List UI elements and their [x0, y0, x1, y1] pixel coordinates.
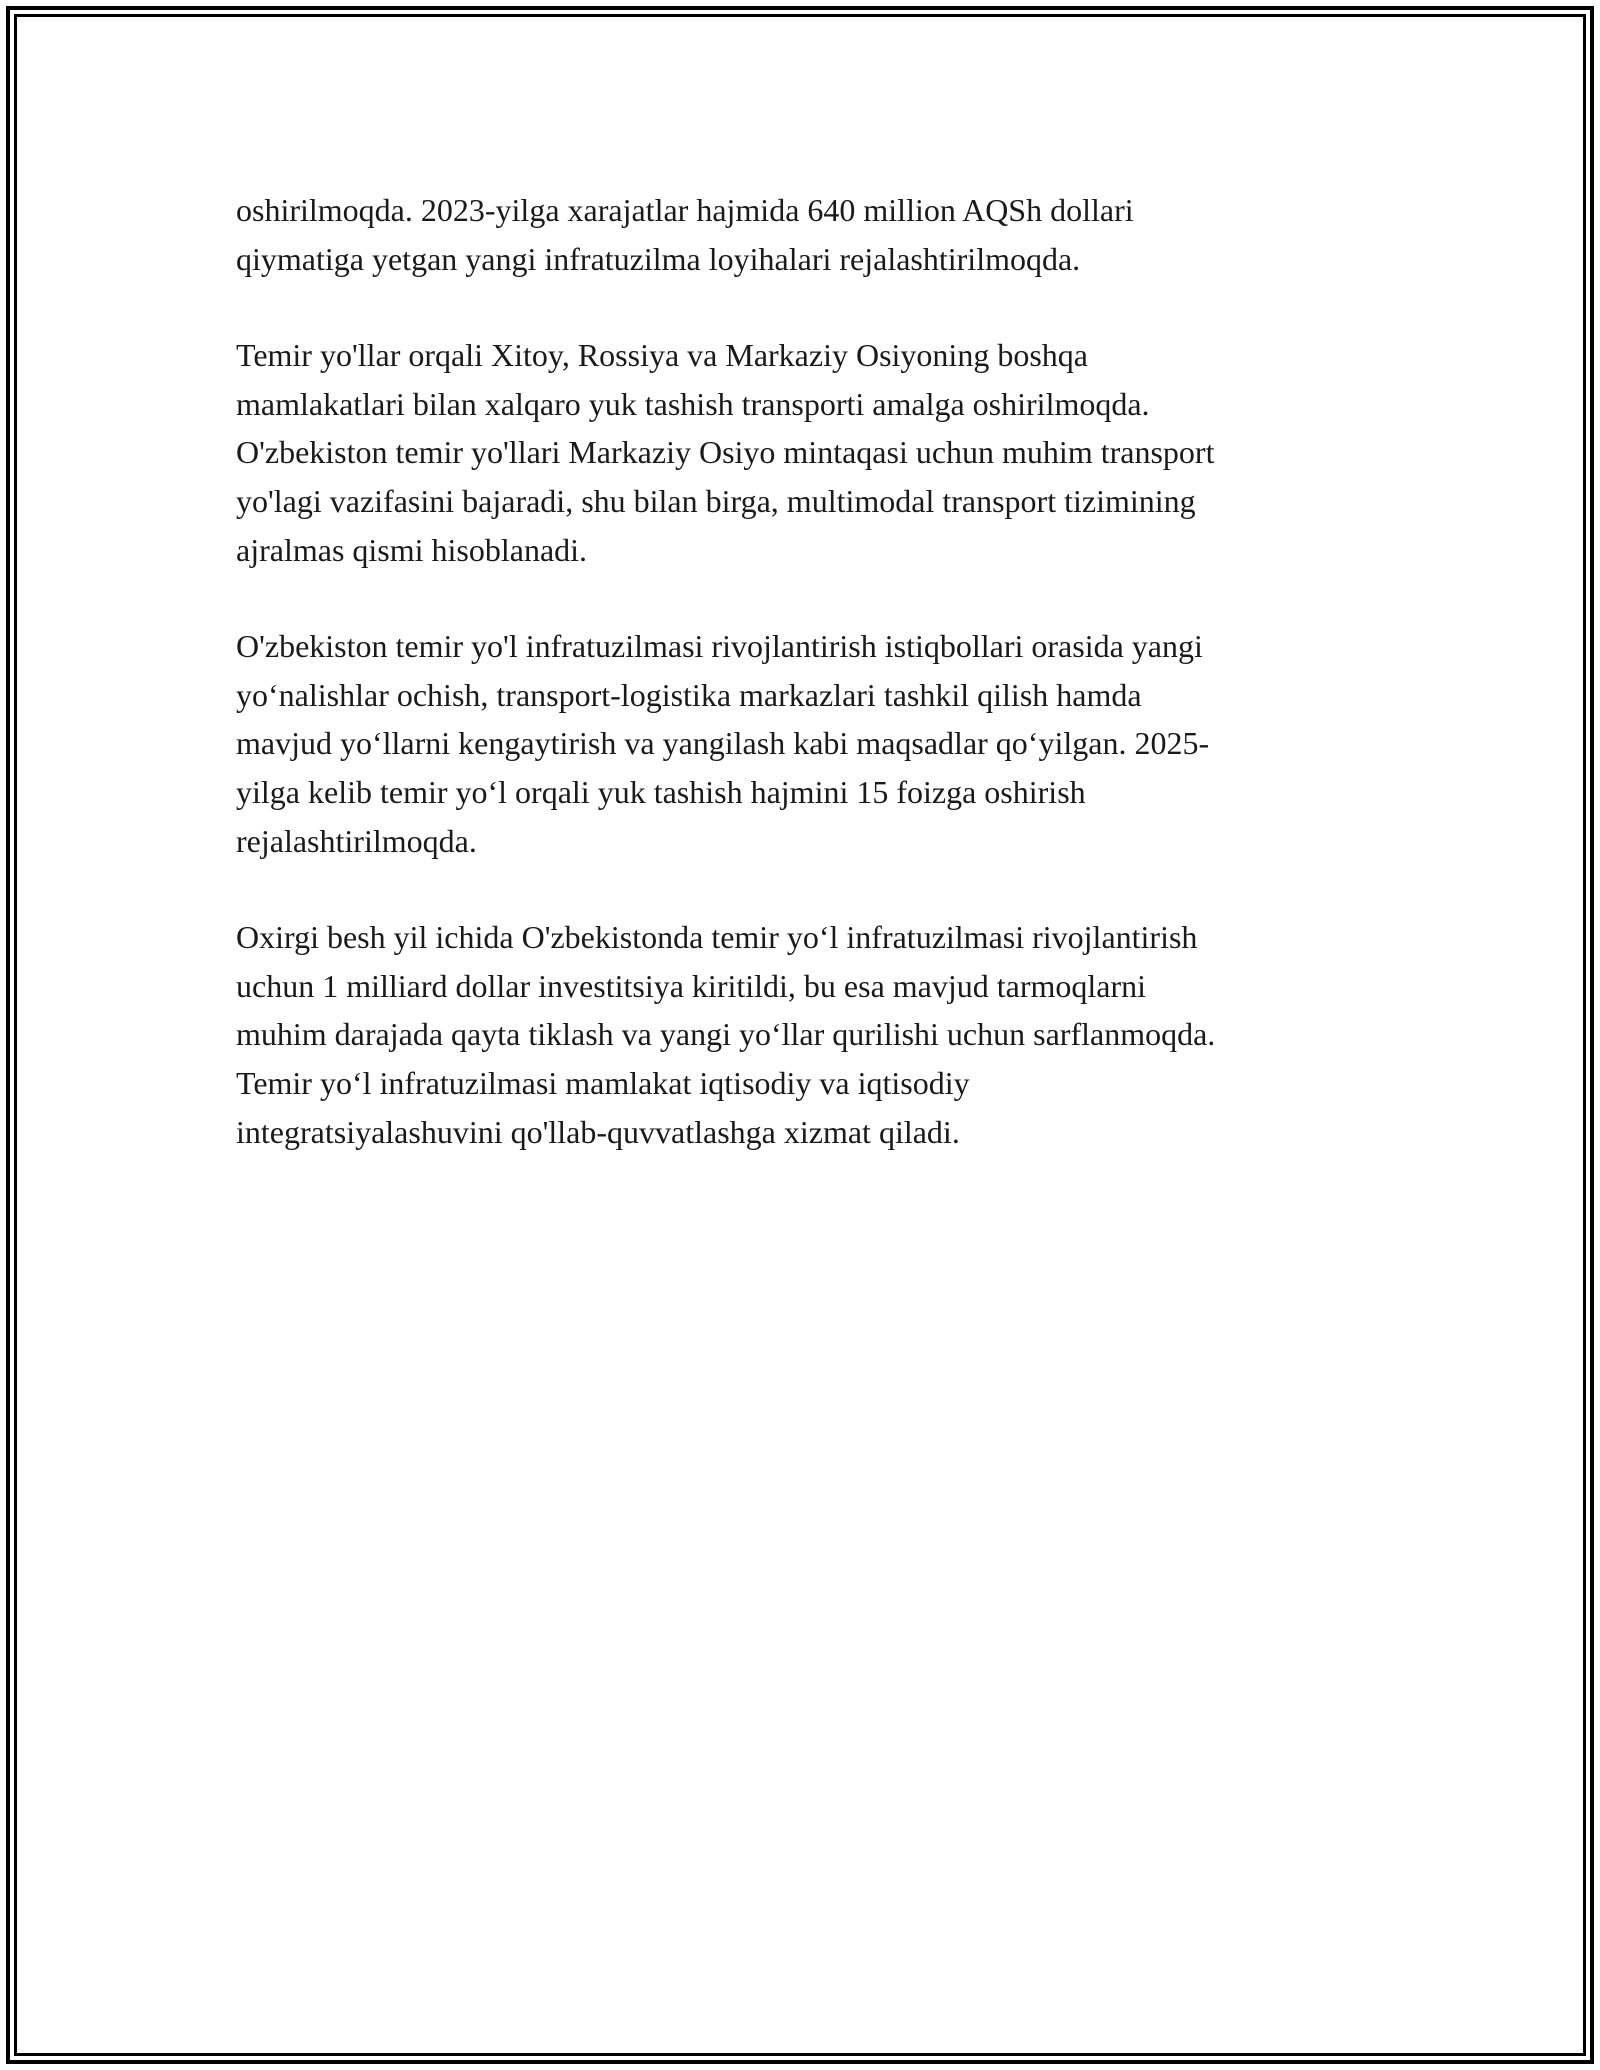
text-line: O'zbekiston temir yo'l infratuzilmasi rivojlantirish istiqbollari orasida yangi	[236, 628, 1203, 665]
text-line: O'zbekiston temir yo'llari Markaziy Osiyo mintaqasi uchun muhim transport	[236, 434, 1215, 471]
text-line: yo'lagi vazifasini bajaradi, shu bilan birga, multimodal transport tizimining	[236, 482, 1196, 519]
document-body	[236, 186, 1386, 1204]
text-line: yilga kelib temir yo‘l orqali yuk tashish hajmini 15 foizga oshirish	[236, 773, 1086, 810]
paragraph-4	[236, 913, 1386, 1156]
text-line: Temir yo'llar orqali Xitoy, Rossiya va Markaziy Osiyoning boshqa	[236, 337, 1088, 374]
text-line: rejalashtirilmoqda.	[236, 822, 477, 859]
paragraph-3	[236, 622, 1386, 865]
text-line: Temir yo‘l infratuzilmasi mamlakat iqtisodiy va iqtisodiy	[236, 1064, 970, 1101]
text-line: Oxirgi besh yil ichida O'zbekistonda temir yo‘l infratuzilmasi rivojlantirish	[236, 919, 1198, 956]
text-line: oshirilmoqda. 2023-yilga xarajatlar hajmida 640 million AQSh dollari	[236, 192, 1134, 228]
text-line: muhim darajada qayta tiklash va yangi yo‘llar qurilishi uchun sarflanmoqda.	[236, 1016, 1216, 1053]
text-line: mavjud yo‘llarni kengaytirish va yangilash kabi maqsadlar qo‘yilgan. 2025-	[236, 725, 1210, 762]
paragraph-1	[236, 186, 1386, 283]
text-line: integratsiyalashuvini qo'llab-quvvatlashga xizmat qiladi.	[236, 1113, 960, 1150]
text-line: qiymatiga yetgan yangi infratuzilma loyihalari rejalashtirilmoqda.	[236, 240, 1081, 277]
text-line: mamlakatlari bilan xalqaro yuk tashish transporti amalga oshirilmoqda.	[236, 385, 1150, 422]
paragraph-2	[236, 331, 1386, 574]
text-line: uchun 1 milliard dollar investitsiya kiritildi, bu esa mavjud tarmoqlarni	[236, 967, 1147, 1004]
text-line: ajralmas qismi hisoblanadi.	[236, 531, 588, 568]
text-line: yo‘nalishlar ochish, transport-logistika markazlari tashkil qilish hamda	[236, 676, 1142, 713]
